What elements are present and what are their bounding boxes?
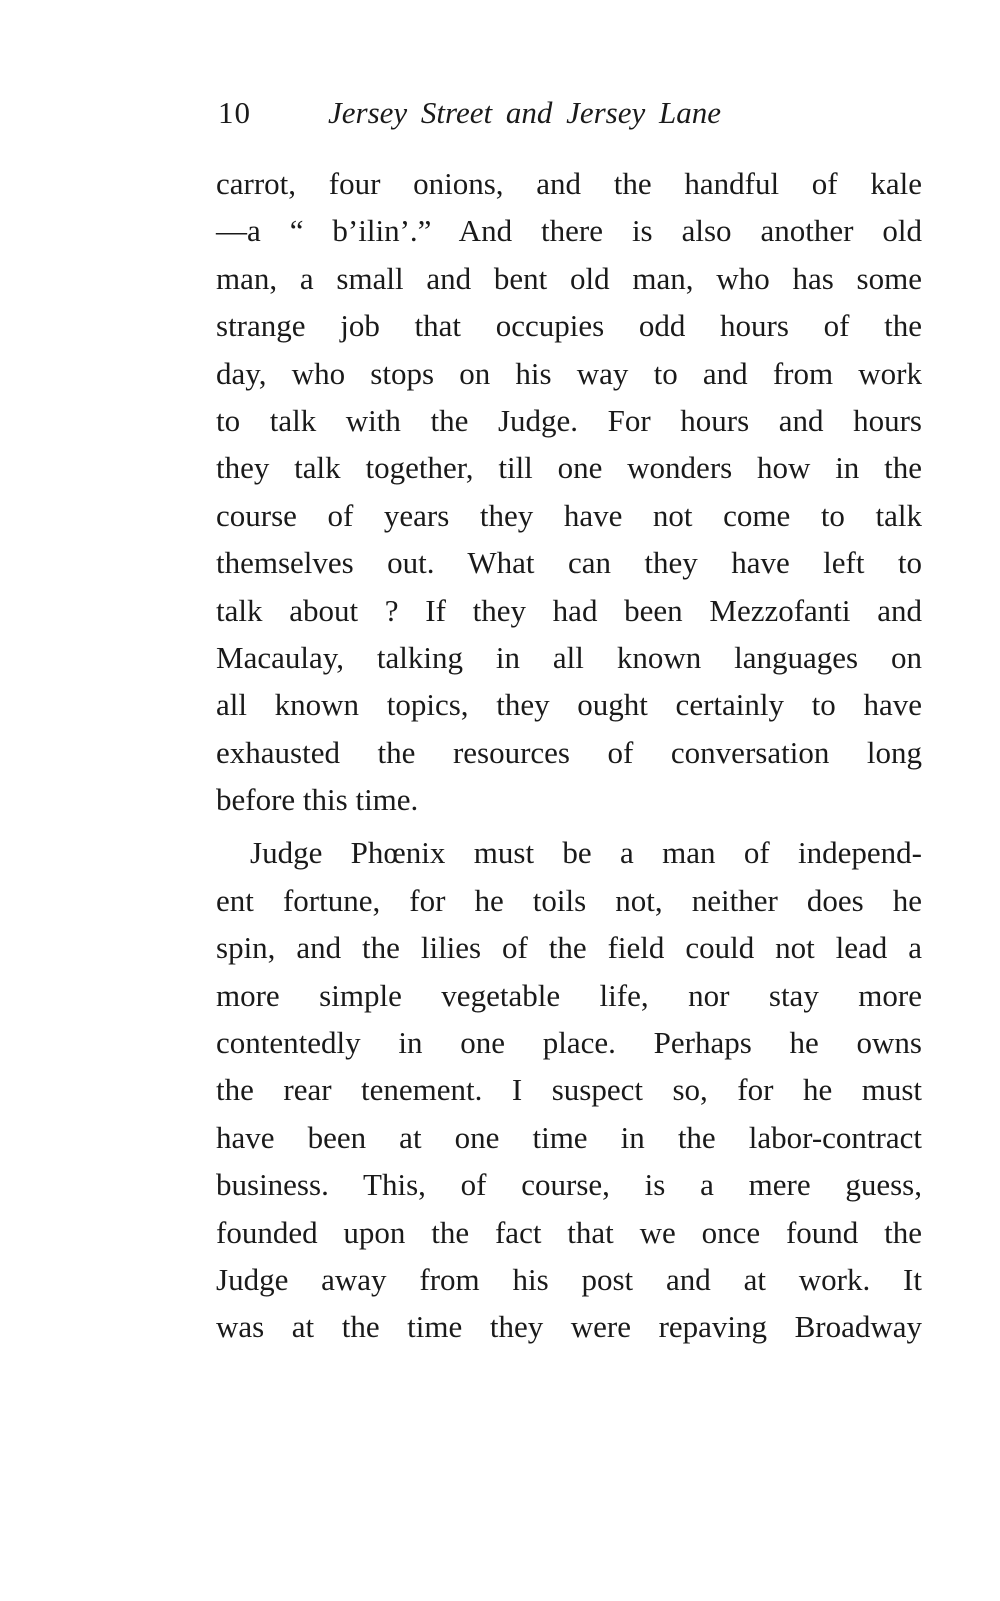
text-line: was at the time they were repaving Broadway: [216, 1309, 922, 1345]
text-line: before this time.: [216, 782, 419, 818]
text-line: ent fortune, for he toils not, neither does he: [216, 882, 922, 918]
text-line: business. This, of course, is a mere guess,: [216, 1167, 922, 1203]
text-line: they talk together, till one wonders how in the: [216, 450, 922, 486]
text-line: talk about ? If they had been Mezzofanti and: [216, 592, 922, 628]
text-line: themselves out. What can they have left to: [216, 545, 922, 581]
text-line: have been at one time in the labor-contract: [216, 1119, 922, 1155]
text-line: to talk with the Judge. For hours and hours: [216, 402, 922, 438]
text-line: course of years they have not come to talk: [216, 497, 922, 533]
text-line: strange job that occupies odd hours of the: [216, 308, 922, 344]
text-line: exhausted the resources of conversation long: [216, 734, 922, 770]
text-line: carrot, four onions, and the handful of kale: [216, 166, 922, 201]
running-title: Jersey Street and Jersey Lane: [328, 95, 721, 130]
text-line: spin, and the lilies of the field could not lead a: [216, 930, 922, 966]
text-line: —a “ b’ilin’.” And there is also another old: [216, 213, 922, 249]
text-line: contentedly in one place. Perhaps he owns: [216, 1025, 922, 1061]
text-line: Macaulay, talking in all known languages on: [216, 639, 922, 675]
text-line: the rear tenement. I suspect so, for he must: [216, 1072, 922, 1108]
running-head: [218, 88, 918, 138]
text-line: day, who stops on his way to and from work: [216, 355, 922, 391]
text-line: Judge away from his post and at work. It: [216, 1261, 922, 1297]
body-text: [216, 160, 922, 1351]
text-line: Judge Phœnix must be a man of independ-: [250, 835, 922, 871]
page-number: 10: [218, 95, 251, 130]
text-line: founded upon the fact that we once found the: [216, 1214, 922, 1250]
text-line: man, a small and bent old man, who has some: [216, 260, 922, 296]
paragraph-2: [216, 829, 922, 1350]
text-line: all known topics, they ought certainly to have: [216, 687, 922, 723]
paragraph-1: [216, 160, 922, 823]
text-line: more simple vegetable life, nor stay more: [216, 977, 922, 1013]
